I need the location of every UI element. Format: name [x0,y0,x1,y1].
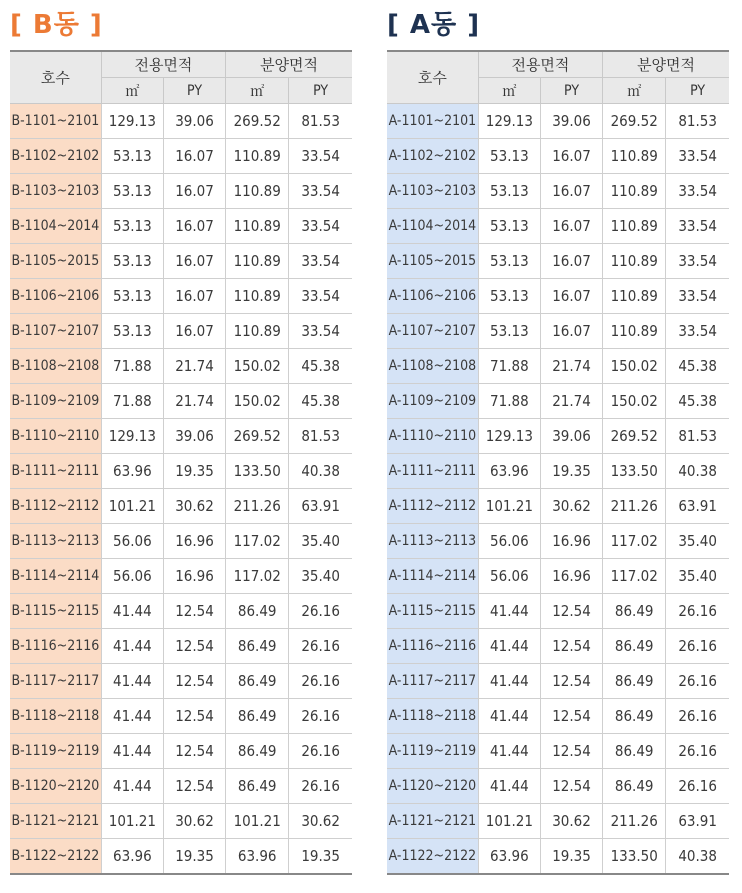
cell-unit-number: B-1108~2108 [10,349,101,384]
a-block [387,0,729,875]
cell-sale-sqm: 150.02 [603,349,666,384]
cell-exclusive-sqm: 53.13 [478,244,540,279]
cell-sale-py: 26.16 [289,594,352,629]
cell-sale-py: 35.40 [289,524,352,559]
cell-exclusive-sqm: 129.13 [478,104,540,139]
cell-unit-number: B-1113~2113 [10,524,101,559]
table-row [10,209,352,244]
cell-sale-py: 33.54 [289,209,352,244]
cell-exclusive-sqm: 41.44 [478,629,540,664]
cell-unit-number: A-1102~2102 [387,139,478,174]
cell-sale-py: 45.38 [666,349,729,384]
table-row [387,314,729,349]
cell-sale-sqm: 133.50 [603,454,666,489]
cell-sale-py: 35.40 [289,559,352,594]
cell-unit-number: A-1108~2108 [387,349,478,384]
cell-exclusive-py: 12.54 [540,629,602,664]
cell-exclusive-sqm: 41.44 [478,594,540,629]
table-row [10,699,352,734]
cell-exclusive-sqm: 56.06 [478,524,540,559]
cell-exclusive-sqm: 71.88 [101,349,163,384]
cell-unit-number: A-1106~2106 [387,279,478,314]
cell-sale-py: 81.53 [289,104,352,139]
cell-exclusive-sqm: 53.13 [478,139,540,174]
cell-exclusive-py: 12.54 [163,734,225,769]
cell-unit-number: B-1118~2118 [10,699,101,734]
cell-sale-sqm: 269.52 [226,104,289,139]
cell-exclusive-py: 12.54 [540,769,602,804]
cell-exclusive-py: 39.06 [540,104,602,139]
cell-sale-py: 35.40 [666,524,729,559]
table-row [10,454,352,489]
cell-sale-py: 33.54 [666,174,729,209]
cell-exclusive-sqm: 71.88 [101,384,163,419]
table-row [387,769,729,804]
table-row [10,139,352,174]
cell-exclusive-py: 12.54 [540,734,602,769]
cell-sale-sqm: 86.49 [603,594,666,629]
cell-exclusive-py: 16.07 [540,279,602,314]
table-row [10,559,352,594]
cell-unit-number: A-1119~2119 [387,734,478,769]
cell-unit-number: B-1109~2109 [10,384,101,419]
cell-sale-sqm: 110.89 [226,139,289,174]
cell-sale-sqm: 86.49 [226,699,289,734]
cell-exclusive-py: 19.35 [540,839,602,875]
cell-sale-sqm: 86.49 [226,594,289,629]
header-py: PY [163,78,225,104]
cell-exclusive-py: 12.54 [163,769,225,804]
cell-sale-sqm: 63.96 [226,839,289,875]
cell-unit-number: A-1115~2115 [387,594,478,629]
b-block [10,0,352,875]
a-block-title: [ A동 ] [387,10,481,40]
cell-exclusive-sqm: 53.13 [478,314,540,349]
cell-sale-sqm: 86.49 [603,629,666,664]
cell-unit-number: B-1122~2122 [10,839,101,875]
cell-exclusive-py: 16.07 [163,279,225,314]
cell-sale-py: 33.54 [666,279,729,314]
cell-unit-number: B-1103~2103 [10,174,101,209]
cell-exclusive-py: 21.74 [163,349,225,384]
cell-exclusive-sqm: 56.06 [101,559,163,594]
cell-exclusive-sqm: 41.44 [478,664,540,699]
cell-unit-number: A-1112~2112 [387,489,478,524]
cell-exclusive-py: 12.54 [540,699,602,734]
cell-sale-py: 33.54 [289,244,352,279]
table-row [387,104,729,139]
cell-sale-py: 40.38 [289,454,352,489]
cell-unit-number: B-1106~2106 [10,279,101,314]
cell-exclusive-sqm: 53.13 [478,209,540,244]
cell-sale-py: 26.16 [666,769,729,804]
table-row [387,419,729,454]
cell-unit-number: B-1112~2112 [10,489,101,524]
cell-sale-sqm: 117.02 [603,524,666,559]
cell-sale-py: 26.16 [289,629,352,664]
cell-unit-number: B-1111~2111 [10,454,101,489]
cell-exclusive-sqm: 41.44 [101,734,163,769]
cell-exclusive-py: 21.74 [540,384,602,419]
cell-sale-py: 26.16 [289,664,352,699]
cell-exclusive-sqm: 101.21 [101,804,163,839]
cell-unit-number: A-1107~2107 [387,314,478,349]
cell-sale-py: 81.53 [666,419,729,454]
cell-exclusive-py: 30.62 [163,489,225,524]
cell-sale-py: 33.54 [289,139,352,174]
table-row [387,594,729,629]
cell-exclusive-sqm: 101.21 [478,804,540,839]
cell-sale-py: 30.62 [289,804,352,839]
cell-sale-sqm: 110.89 [603,244,666,279]
header-exclusive-area: 전용면적 [101,51,225,78]
cell-unit-number: A-1105~2015 [387,244,478,279]
cell-sale-sqm: 133.50 [603,839,666,875]
cell-sale-sqm: 110.89 [226,209,289,244]
cell-sale-py: 33.54 [666,244,729,279]
cell-sale-sqm: 133.50 [226,454,289,489]
cell-exclusive-sqm: 56.06 [478,559,540,594]
cell-sale-py: 19.35 [289,839,352,875]
header-py: PY [540,78,602,104]
cell-sale-py: 35.40 [666,559,729,594]
cell-exclusive-sqm: 41.44 [101,629,163,664]
table-row [10,804,352,839]
table-row [387,699,729,734]
cell-sale-sqm: 110.89 [226,244,289,279]
cell-exclusive-py: 16.07 [163,244,225,279]
cell-exclusive-py: 16.07 [540,314,602,349]
cell-exclusive-py: 16.96 [540,559,602,594]
cell-exclusive-py: 39.06 [163,419,225,454]
header-unit: 호수 [387,51,478,104]
table-row [10,839,352,875]
table-row [10,524,352,559]
cell-exclusive-py: 16.07 [163,139,225,174]
cell-sale-sqm: 110.89 [226,314,289,349]
cell-exclusive-sqm: 41.44 [478,699,540,734]
cell-unit-number: A-1103~2103 [387,174,478,209]
cell-exclusive-sqm: 41.44 [478,734,540,769]
a-area-table [387,50,729,875]
cell-exclusive-py: 39.06 [163,104,225,139]
cell-sale-py: 33.54 [666,209,729,244]
header-sale-area: 분양면적 [226,51,352,78]
cell-sale-py: 26.16 [666,734,729,769]
cell-exclusive-sqm: 101.21 [101,489,163,524]
cell-exclusive-sqm: 53.13 [101,139,163,174]
cell-exclusive-py: 16.07 [163,314,225,349]
cell-exclusive-sqm: 129.13 [101,104,163,139]
cell-exclusive-py: 16.96 [163,524,225,559]
cell-sale-sqm: 86.49 [603,664,666,699]
cell-exclusive-py: 12.54 [540,664,602,699]
cell-unit-number: B-1121~2121 [10,804,101,839]
cell-exclusive-py: 12.54 [163,699,225,734]
header-exclusive-area: 전용면적 [478,51,602,78]
header-sqm: ㎡ [226,78,289,104]
table-row [10,314,352,349]
cell-exclusive-sqm: 41.44 [478,769,540,804]
cell-exclusive-sqm: 129.13 [101,419,163,454]
cell-unit-number: A-1114~2114 [387,559,478,594]
table-row [10,349,352,384]
cell-unit-number: B-1110~2110 [10,419,101,454]
cell-sale-py: 63.91 [666,489,729,524]
cell-exclusive-sqm: 53.13 [101,314,163,349]
cell-sale-py: 33.54 [666,314,729,349]
table-row [10,664,352,699]
cell-unit-number: B-1102~2102 [10,139,101,174]
table-row [387,664,729,699]
cell-unit-number: A-1117~2117 [387,664,478,699]
cell-sale-sqm: 101.21 [226,804,289,839]
cell-sale-py: 33.54 [289,174,352,209]
cell-unit-number: A-1110~2110 [387,419,478,454]
cell-exclusive-py: 21.74 [163,384,225,419]
cell-unit-number: A-1120~2120 [387,769,478,804]
cell-exclusive-sqm: 63.96 [478,454,540,489]
table-row [387,349,729,384]
cell-exclusive-py: 19.35 [540,454,602,489]
cell-exclusive-py: 16.96 [540,524,602,559]
table-row [10,734,352,769]
cell-sale-py: 26.16 [666,664,729,699]
header-sqm: ㎡ [101,78,163,104]
cell-exclusive-sqm: 63.96 [478,839,540,875]
cell-exclusive-sqm: 53.13 [101,209,163,244]
table-row [10,174,352,209]
cell-unit-number: B-1116~2116 [10,629,101,664]
table-row [10,279,352,314]
cell-sale-sqm: 110.89 [603,209,666,244]
cell-exclusive-py: 16.07 [540,139,602,174]
cell-sale-sqm: 150.02 [226,349,289,384]
cell-sale-sqm: 117.02 [226,524,289,559]
table-row [10,104,352,139]
header-unit: 호수 [10,51,101,104]
cell-sale-sqm: 110.89 [603,174,666,209]
cell-exclusive-py: 16.07 [540,244,602,279]
table-row [10,769,352,804]
cell-exclusive-py: 16.07 [163,174,225,209]
cell-sale-sqm: 86.49 [603,699,666,734]
cell-exclusive-py: 16.07 [540,209,602,244]
table-row [10,594,352,629]
cell-exclusive-py: 19.35 [163,454,225,489]
cell-sale-py: 26.16 [666,629,729,664]
cell-unit-number: A-1122~2122 [387,839,478,875]
table-row [10,629,352,664]
cell-sale-sqm: 86.49 [603,734,666,769]
cell-unit-number: B-1105~2015 [10,244,101,279]
cell-sale-py: 40.38 [666,839,729,875]
cell-exclusive-py: 16.07 [540,174,602,209]
cell-unit-number: A-1116~2116 [387,629,478,664]
header-sqm: ㎡ [478,78,540,104]
cell-exclusive-sqm: 53.13 [478,174,540,209]
cell-sale-py: 26.16 [289,769,352,804]
cell-sale-py: 45.38 [289,349,352,384]
cell-exclusive-sqm: 63.96 [101,839,163,875]
b-block-title: [ B동 ] [10,10,103,40]
cell-exclusive-py: 12.54 [163,594,225,629]
cell-sale-sqm: 110.89 [603,314,666,349]
cell-exclusive-py: 12.54 [540,594,602,629]
cell-exclusive-sqm: 53.13 [101,279,163,314]
cell-sale-sqm: 269.52 [603,104,666,139]
cell-sale-sqm: 86.49 [226,629,289,664]
header-py: PY [666,78,729,104]
cell-unit-number: B-1117~2117 [10,664,101,699]
cell-sale-sqm: 117.02 [603,559,666,594]
cell-unit-number: B-1119~2119 [10,734,101,769]
cell-exclusive-sqm: 101.21 [478,489,540,524]
a-table-body [387,104,729,875]
cell-unit-number: B-1104~2014 [10,209,101,244]
cell-exclusive-py: 21.74 [540,349,602,384]
cell-sale-sqm: 110.89 [603,139,666,174]
cell-unit-number: A-1113~2113 [387,524,478,559]
cell-sale-py: 26.16 [666,699,729,734]
cell-sale-py: 63.91 [289,489,352,524]
cell-exclusive-sqm: 41.44 [101,699,163,734]
cell-exclusive-py: 19.35 [163,839,225,875]
table-row [10,419,352,454]
table-row [387,209,729,244]
cell-unit-number: B-1101~2101 [10,104,101,139]
cell-sale-sqm: 211.26 [603,804,666,839]
table-row [387,489,729,524]
table-row [387,629,729,664]
cell-exclusive-py: 12.54 [163,629,225,664]
cell-sale-sqm: 211.26 [603,489,666,524]
table-row [387,279,729,314]
cell-unit-number: B-1107~2107 [10,314,101,349]
cell-unit-number: A-1121~2121 [387,804,478,839]
b-table-body [10,104,352,875]
table-row [10,244,352,279]
cell-exclusive-py: 39.06 [540,419,602,454]
cell-exclusive-sqm: 53.13 [101,244,163,279]
table-row [387,454,729,489]
cell-sale-sqm: 269.52 [226,419,289,454]
cell-sale-py: 63.91 [666,804,729,839]
cell-exclusive-py: 12.54 [163,664,225,699]
cell-exclusive-sqm: 41.44 [101,594,163,629]
table-row [387,839,729,875]
cell-exclusive-sqm: 71.88 [478,384,540,419]
cell-exclusive-py: 30.62 [540,489,602,524]
cell-exclusive-sqm: 71.88 [478,349,540,384]
cell-sale-sqm: 86.49 [226,769,289,804]
cell-exclusive-sqm: 53.13 [478,279,540,314]
cell-exclusive-sqm: 41.44 [101,664,163,699]
cell-unit-number: A-1109~2109 [387,384,478,419]
cell-sale-py: 26.16 [289,734,352,769]
table-row [10,384,352,419]
table-row [387,244,729,279]
cell-exclusive-py: 16.96 [163,559,225,594]
cell-unit-number: A-1104~2014 [387,209,478,244]
cell-sale-py: 81.53 [666,104,729,139]
cell-sale-sqm: 110.89 [226,174,289,209]
b-area-table [10,50,352,875]
cell-sale-py: 45.38 [666,384,729,419]
cell-sale-py: 40.38 [666,454,729,489]
cell-sale-sqm: 110.89 [603,279,666,314]
header-py: PY [289,78,352,104]
table-row [387,174,729,209]
cell-sale-py: 33.54 [289,314,352,349]
table-row [387,384,729,419]
cell-unit-number: B-1114~2114 [10,559,101,594]
cell-sale-sqm: 269.52 [603,419,666,454]
cell-exclusive-sqm: 56.06 [101,524,163,559]
cell-sale-py: 26.16 [666,594,729,629]
table-row [10,489,352,524]
cell-sale-sqm: 86.49 [226,664,289,699]
table-row [387,734,729,769]
cell-exclusive-py: 16.07 [163,209,225,244]
cell-unit-number: B-1115~2115 [10,594,101,629]
cell-sale-py: 33.54 [289,279,352,314]
cell-exclusive-sqm: 41.44 [101,769,163,804]
cell-exclusive-py: 30.62 [163,804,225,839]
header-sqm: ㎡ [603,78,666,104]
cell-exclusive-sqm: 129.13 [478,419,540,454]
cell-sale-py: 33.54 [666,139,729,174]
table-row [387,139,729,174]
cell-sale-py: 45.38 [289,384,352,419]
cell-sale-sqm: 86.49 [226,734,289,769]
cell-unit-number: B-1120~2120 [10,769,101,804]
cell-exclusive-py: 30.62 [540,804,602,839]
cell-unit-number: A-1118~2118 [387,699,478,734]
cell-unit-number: A-1101~2101 [387,104,478,139]
cell-exclusive-sqm: 53.13 [101,174,163,209]
table-row [387,804,729,839]
cell-sale-sqm: 150.02 [226,384,289,419]
cell-sale-sqm: 110.89 [226,279,289,314]
table-row [387,524,729,559]
cell-sale-sqm: 150.02 [603,384,666,419]
cell-exclusive-sqm: 63.96 [101,454,163,489]
table-row [387,559,729,594]
cell-sale-py: 26.16 [289,699,352,734]
cell-sale-sqm: 86.49 [603,769,666,804]
cell-sale-sqm: 117.02 [226,559,289,594]
cell-unit-number: A-1111~2111 [387,454,478,489]
header-sale-area: 분양면적 [603,51,729,78]
cell-sale-sqm: 211.26 [226,489,289,524]
cell-sale-py: 81.53 [289,419,352,454]
